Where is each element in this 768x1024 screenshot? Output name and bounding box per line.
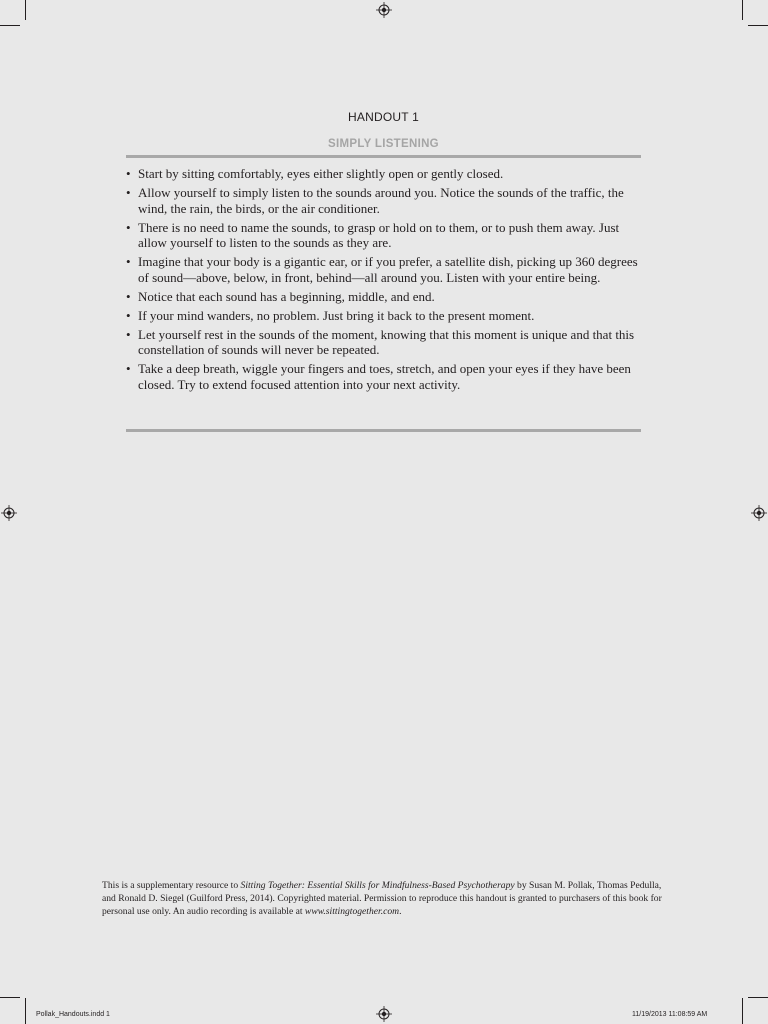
- bullet-item: • If your mind wanders, no problem. Just bring it back to the present moment.: [126, 308, 646, 324]
- crop-mark-top-right-v: [742, 0, 743, 20]
- footer-end: .: [399, 906, 402, 917]
- crop-mark-bottom-right-h: [748, 997, 768, 998]
- crop-mark-top-right-h: [748, 25, 768, 26]
- handout-header: [126, 110, 641, 150]
- bullet-item: • Imagine that your body is a gigantic ear, or if you prefer, a satellite dish, picking up 360 degrees of sound—above, below, in front, behind—all around you. Listen with your entire being.: [126, 254, 646, 285]
- bottom-rule: [126, 429, 641, 432]
- bullet-item: • There is no need to name the sounds, to grasp or hold on to them, or to push them away. Just allow yourself to listen to the sounds as they are.: [126, 220, 646, 251]
- top-rule: [126, 155, 641, 158]
- book-title: Sitting Together: Essential Skills for Mindfulness-Based Psychotherapy: [240, 880, 515, 891]
- footer-intro: This is a supplementary resource to: [102, 880, 241, 891]
- slug-filename: Pollak_Handouts.indd 1: [36, 1011, 110, 1018]
- registration-mark-left-icon: [1, 505, 17, 521]
- website-link[interactable]: www.sittingtogether.com: [304, 906, 400, 917]
- bullet-item: • Allow yourself to simply listen to the sounds around you. Notice the sounds of the traffic, the wind, the rain, the birds, or the air conditioner.: [126, 185, 646, 216]
- registration-mark-right-icon: [751, 505, 767, 521]
- crop-mark-top-left-v: [25, 0, 26, 20]
- registration-mark-top-icon: [376, 2, 392, 18]
- footer-note: [102, 879, 662, 918]
- slug-datetime: 11/19/2013 11:08:59 AM: [632, 1011, 708, 1018]
- bullet-item: • Notice that each sound has a beginning, middle, and end.: [126, 289, 646, 305]
- footer-credits: by Susan M. Pollak, Thomas Pedulla, and Ronald D. Siegel (Guilford Press, 2014). Copyrighted material. Permission to reproduce this handout is granted to purchasers of this book for personal use only. An audio recording is available at: [102, 880, 662, 917]
- crop-mark-bottom-right-v: [742, 998, 743, 1024]
- crop-mark-top-left-h: [0, 25, 20, 26]
- handout-label: HANDOUT 1: [348, 110, 419, 124]
- bullet-item: • Start by sitting comfortably, eyes either slightly open or gently closed.: [126, 166, 646, 182]
- crop-mark-bottom-left-h: [0, 997, 20, 998]
- crop-mark-bottom-left-v: [25, 998, 26, 1024]
- registration-mark-bottom-icon: [376, 1006, 392, 1022]
- bullet-item: • Let yourself rest in the sounds of the moment, knowing that this moment is unique and that this constellation of sounds will never be repeated.: [126, 327, 646, 358]
- bullet-item: • Take a deep breath, wiggle your fingers and toes, stretch, and open your eyes if they have been closed. Try to extend focused attention into your next activity.: [126, 361, 646, 392]
- handout-title: SIMPLY LISTENING: [328, 138, 439, 150]
- bullet-list: [126, 166, 646, 396]
